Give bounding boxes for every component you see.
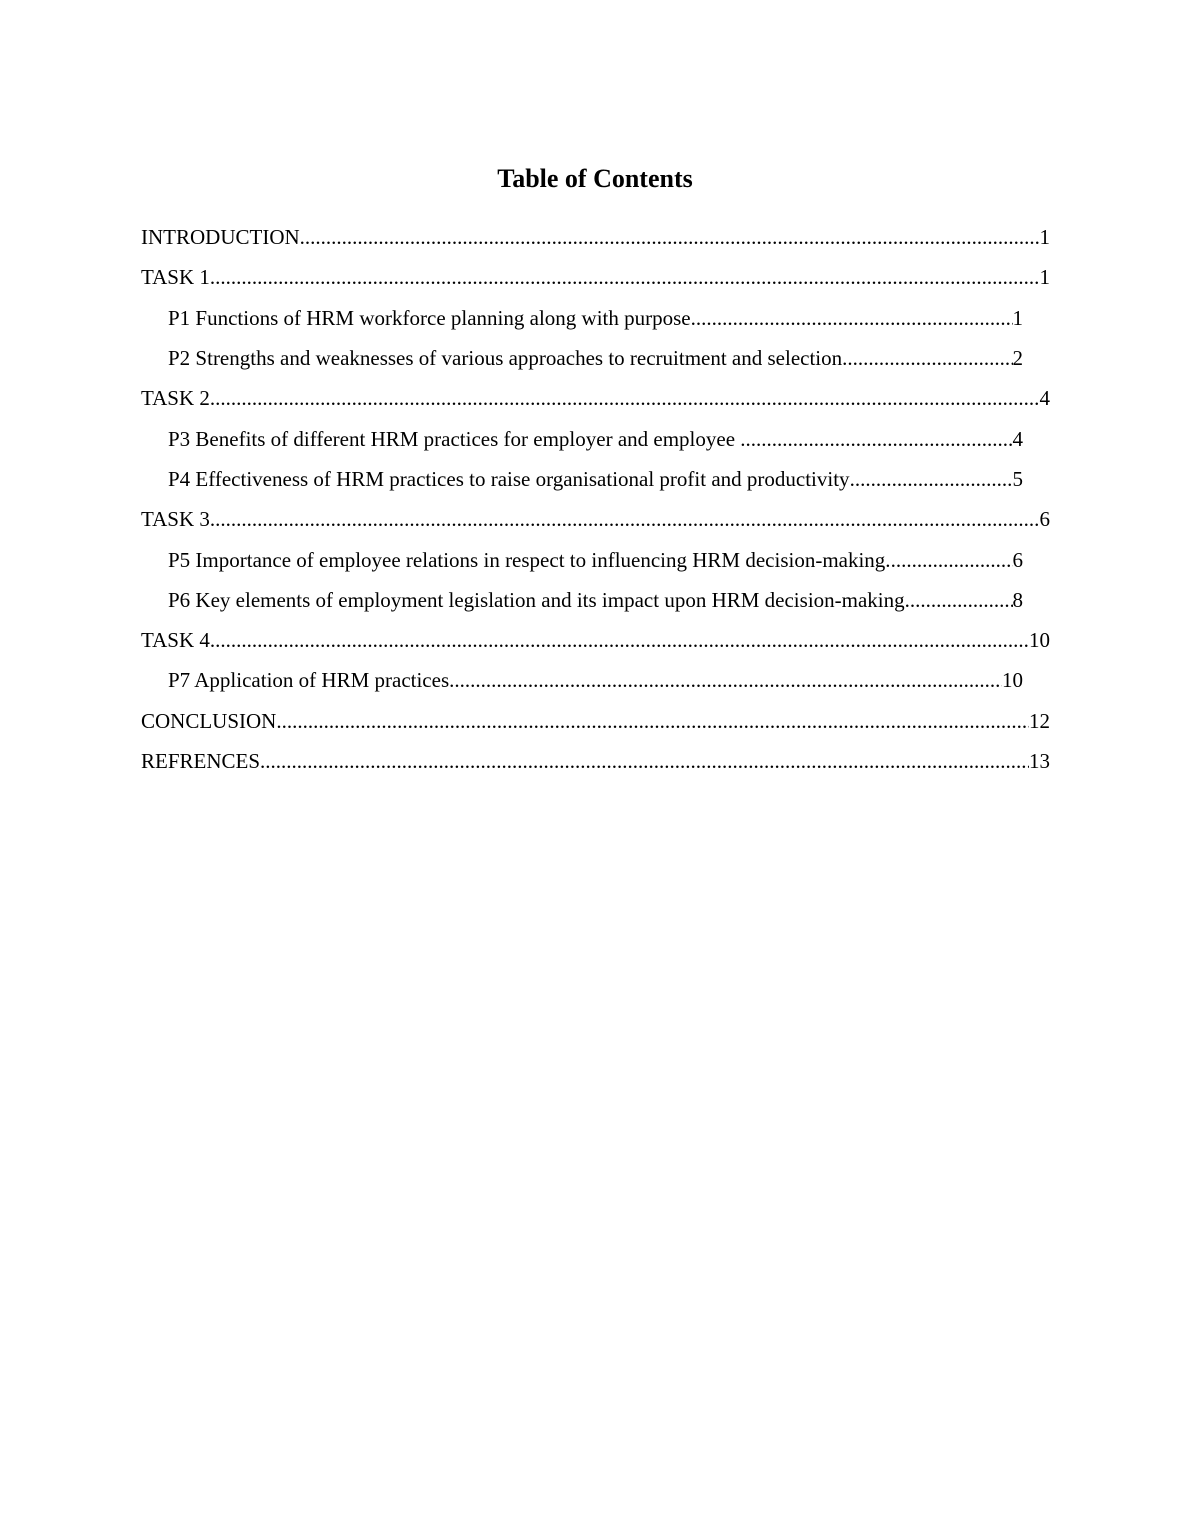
toc-entry-label: CONCLUSION bbox=[141, 708, 277, 733]
toc-entry-label: REFRENCES bbox=[141, 749, 261, 773]
toc-entry-p7[interactable] bbox=[168, 660, 1023, 700]
toc-dot-leader bbox=[260, 749, 1029, 773]
toc-list bbox=[0, 217, 1190, 781]
toc-entry-label: P2 Strengths and weaknesses of various approaches to recruitment and selection bbox=[168, 346, 843, 371]
toc-dot-leader bbox=[891, 548, 1013, 572]
toc-entry-label: P1 Functions of HRM workforce planning along with purpose bbox=[168, 305, 691, 330]
toc-page-number: 4 bbox=[1012, 426, 1023, 451]
toc-entry-p3[interactable] bbox=[168, 418, 1023, 458]
toc-dot-leader bbox=[842, 346, 1012, 370]
toc-page-number: 12 bbox=[1029, 708, 1050, 733]
toc-entry-label: TASK 4 bbox=[141, 628, 210, 653]
toc-title: Table of Contents bbox=[497, 164, 693, 193]
toc-page-number: 2 bbox=[1012, 346, 1023, 371]
toc-dot-leader bbox=[210, 265, 1040, 289]
toc-page-number: 1 bbox=[1012, 305, 1023, 330]
toc-entry-label: P7 Application of HRM practices bbox=[168, 668, 450, 693]
toc-entry-task-2[interactable] bbox=[141, 378, 1050, 418]
toc-dot-leader bbox=[276, 709, 1029, 733]
toc-entry-p6[interactable] bbox=[168, 580, 1023, 620]
toc-entry-label: P5 Importance of employee relations in respect to influencing HRM decision-making. bbox=[168, 547, 891, 572]
toc-page-number: 8 bbox=[1012, 587, 1023, 612]
toc-dot-leader bbox=[740, 427, 1012, 451]
toc-page-number: 6 bbox=[1012, 547, 1023, 572]
toc-page-number: 1 bbox=[1039, 225, 1050, 250]
toc-entry-task-3[interactable] bbox=[141, 499, 1050, 539]
toc-entry-introduction[interactable] bbox=[141, 217, 1050, 257]
toc-dot-leader bbox=[210, 507, 1040, 531]
toc-entry-label: INTRODUCTION bbox=[141, 225, 300, 250]
toc-entry-task-4[interactable] bbox=[141, 620, 1050, 660]
toc-dot-leader bbox=[691, 306, 1013, 330]
toc-entry-label: TASK 3 bbox=[141, 507, 210, 532]
toc-page-number: 5 bbox=[1012, 466, 1023, 491]
toc-entry-label: P4 Effectiveness of HRM practices to raise organisational profit and productivity bbox=[168, 466, 850, 491]
toc-page-number: 10 bbox=[1029, 628, 1050, 653]
toc-page-number: 6 bbox=[1039, 507, 1050, 532]
toc-entry-p1[interactable] bbox=[168, 298, 1023, 338]
toc-entry-p4[interactable] bbox=[168, 459, 1023, 499]
toc-dot-leader bbox=[300, 225, 1040, 249]
toc-entry-label: P6 Key elements of employment legislation and its impact upon HRM decision-making bbox=[168, 587, 905, 612]
toc-page-number: 10 bbox=[1002, 668, 1023, 693]
toc-page-number: 4 bbox=[1039, 386, 1050, 411]
toc-entry-label: P3 Benefits of different HRM practices for employer and employee bbox=[168, 426, 741, 451]
toc-dot-leader bbox=[210, 628, 1029, 652]
toc-dot-leader bbox=[905, 588, 1013, 612]
toc-entry-task-1[interactable] bbox=[141, 257, 1050, 297]
toc-dot-leader bbox=[210, 386, 1040, 410]
toc-dot-leader bbox=[850, 467, 1013, 491]
toc-entry-references[interactable] bbox=[141, 741, 1050, 781]
toc-entry-conclusion[interactable] bbox=[141, 701, 1050, 741]
toc-entry-label: TASK 1 bbox=[141, 265, 210, 290]
toc-page-number: 13 bbox=[1029, 749, 1050, 773]
toc-dot-leader bbox=[449, 668, 1002, 692]
toc-entry-label: TASK 2 bbox=[141, 386, 210, 411]
toc-entry-p5[interactable] bbox=[168, 539, 1023, 579]
toc-entry-p2[interactable] bbox=[168, 338, 1023, 378]
toc-page-number: 1 bbox=[1039, 265, 1050, 290]
